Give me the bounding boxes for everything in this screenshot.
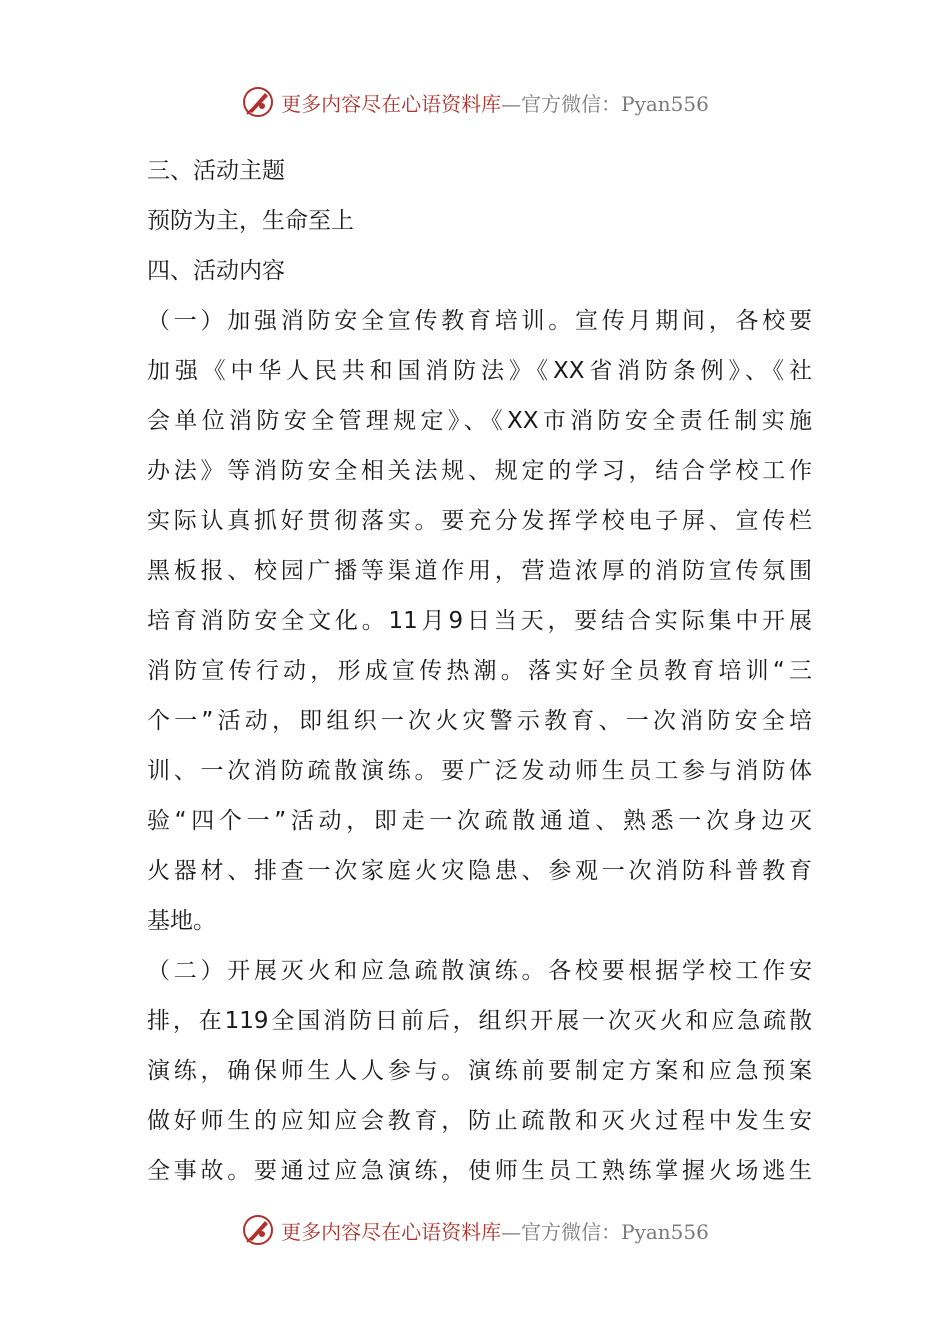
paragraph-line: 加强《中华人民共和国消防法》《XX省消防条例》、《社 — [147, 358, 812, 384]
paragraph-2 — [147, 946, 812, 1196]
paragraph-line: 办法》等消防安全相关法规、规定的学习，结合学校工作 — [147, 458, 812, 484]
paragraph-1 — [147, 296, 812, 946]
paragraph-line: 培育消防安全文化。11月9日当天，要结合实际集中开展 — [147, 608, 812, 634]
paragraph-line: 黑板报、校园广播等渠道作用，营造浓厚的消防宣传氛围 — [147, 558, 812, 584]
section-3-content: 预防为主，生命至上 — [147, 208, 354, 234]
header-banner-sub: 官方微信：Pyan556 — [521, 91, 709, 116]
footer-banner-dash: — — [501, 1219, 522, 1244]
footer-banner-inner — [241, 1213, 709, 1247]
quill-logo-icon — [241, 1213, 275, 1247]
paragraph-line: 演练，确保师生人人参与。演练前要制定方案和应急预案 — [147, 1058, 812, 1084]
paragraph-line: 实际认真抓好贯彻落实。要充分发挥学校电子屏、宣传栏 — [147, 508, 812, 534]
document-body — [147, 146, 812, 1196]
paragraph-line: 基地。 — [147, 908, 216, 934]
paragraph-line: 消防宣传行动，形成宣传热潮。落实好全员教育培训“三 — [147, 658, 812, 684]
paragraph-line: 做好师生的应知应会教育，防止疏散和灭火过程中发生安 — [147, 1108, 812, 1134]
header-banner-dash: — — [501, 91, 522, 116]
quill-logo-icon — [241, 85, 275, 119]
footer-banner-main: 更多内容尽在心语资料库 — [281, 1219, 502, 1244]
paragraph-line: 火器材、排查一次家庭火灾隐患、参观一次消防科普教育 — [147, 858, 812, 884]
footer-banner-sub: 官方微信：Pyan556 — [521, 1219, 709, 1244]
paragraph-line: 排，在119全国消防日前后，组织开展一次灭火和应急疏散 — [147, 1008, 812, 1034]
header-banner-main: 更多内容尽在心语资料库 — [281, 91, 502, 116]
paragraph-line: （二）开展灭火和应急疏散演练。各校要根据学校工作安 — [147, 958, 812, 984]
paragraph-line: （一）加强消防安全宣传教育培训。宣传月期间，各校要 — [147, 308, 812, 334]
header-banner-text — [281, 88, 709, 117]
footer-banner — [0, 1210, 950, 1250]
paragraph-line: 全事故。要通过应急演练，使师生员工熟练掌握火场逃生 — [147, 1158, 812, 1184]
section-4-heading: 四、活动内容 — [147, 258, 285, 284]
paragraph-line: 会单位消防安全管理规定》、《XX市消防安全责任制实施 — [147, 408, 812, 434]
paragraph-line: 个一”活动，即组织一次火灾警示教育、一次消防安全培 — [147, 708, 812, 734]
footer-banner-text — [281, 1216, 709, 1245]
header-banner-inner — [241, 85, 709, 119]
paragraph-line: 训、一次消防疏散演练。要广泛发动师生员工参与消防体 — [147, 758, 812, 784]
section-3-heading: 三、活动主题 — [147, 158, 285, 184]
header-banner — [0, 82, 950, 122]
paragraph-line: 验“四个一”活动，即走一次疏散通道、熟悉一次身边灭 — [147, 808, 812, 834]
